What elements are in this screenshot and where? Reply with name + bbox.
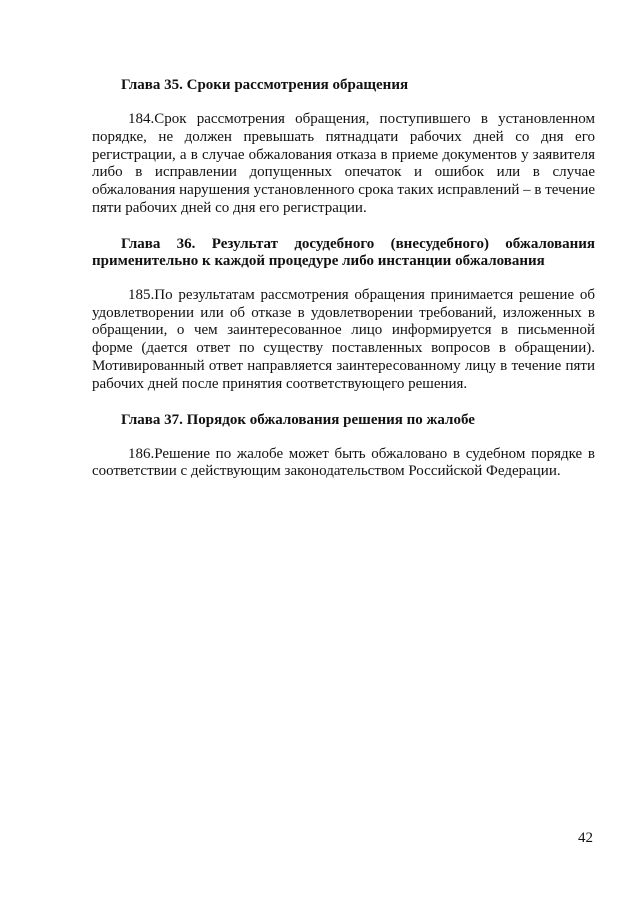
- paragraph-184: 184.Срок рассмотрения обращения, поступившего в установленном порядке, не должен превышать пятнадцати рабочих дней со дня его регистрации, а в случае обжалования отказа в приеме документов у заявителя либо в исправлении допущенных опечаток и ошибок или в случае обжалования нарушения установленного срока таких исправлений – в течение пяти рабочих дней со дня его регистрации.: [92, 111, 595, 216]
- chapter-36-section: [92, 236, 595, 394]
- page-number: 42: [578, 830, 593, 846]
- document-body: [92, 77, 595, 481]
- paragraph-186: 186.Решение по жалобе может быть обжаловано в судебном порядке в соответствии с действующим законодательством Российской Федерации.: [92, 445, 595, 480]
- chapter-35-heading: Глава 35. Сроки рассмотрения обращения: [121, 77, 409, 93]
- chapter-37-section: [92, 412, 595, 482]
- paragraph-185: 185.По результатам рассмотрения обращения принимается решение об удовлетворении или об отказе в удовлетворении требований, изложенных в обращении, о чем заинтересованное лицо информируется в письменной форме (дается ответ по существу поставленных вопросов в обращении). Мотивированный ответ направляется заинтересованному лицу в течение пяти рабочих дней после принятия соответствующего решения.: [92, 286, 595, 392]
- chapter-35-section: [92, 77, 595, 218]
- chapter-37-heading: Глава 37. Порядок обжалования решения по жалобе: [121, 411, 475, 428]
- chapter-36-heading: Глава 36. Результат досудебного (внесудебного) обжалования применительно к каждой процедуре либо инстанции обжалования: [92, 235, 595, 269]
